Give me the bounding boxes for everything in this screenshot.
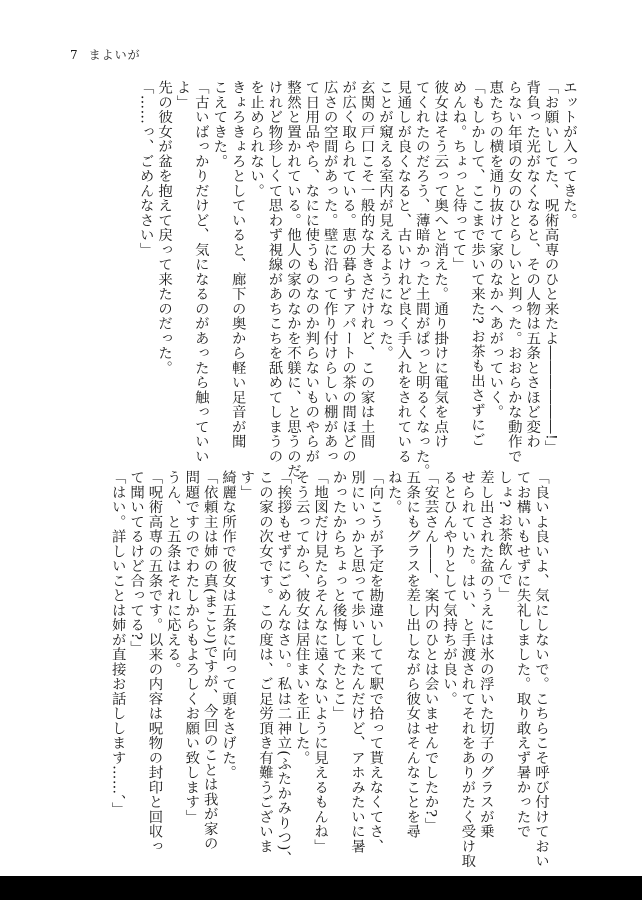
text-line: 別にいっかと思って歩いて来たんだけど、アホみたいに暑 [348, 470, 365, 854]
text-line: 「もしかして、ここまで歩いて来た? お茶も出さずにご [468, 80, 485, 447]
text-line: ねた。 [385, 470, 402, 515]
text-line: この家の次女です。この度は、ご足労頂き有難うございま [256, 470, 273, 854]
upper-text-block [0, 80, 578, 479]
page-number: 7 [70, 48, 79, 62]
text-line: けれど物珍しくて思わず視線があちこちを舐めてしまうの [266, 80, 283, 464]
text-line: 恵たちの横を通り抜けて家のなかへあがっていく。 [487, 80, 504, 420]
text-line: 問題ですのでわたしからもよろしくお願い致します」 [183, 470, 200, 824]
lower-text-block [0, 470, 550, 869]
text-line: 整然と置かれている。他人の家のなかを不躾に、と思うのだ [284, 80, 301, 479]
text-line: こえてきた。 [211, 80, 228, 169]
text-line: 彼女はそう云って奥へと消えた。通り掛けに電気を点け [432, 80, 449, 449]
text-line: しょ? お茶飲んで」 [496, 470, 513, 601]
text-line: 玄関の戸口こそ一般的な大きさだけれど、この家は土間 [358, 80, 375, 449]
text-line: す」 [238, 470, 255, 500]
text-line: うん、と五条はそれに応える。 [164, 470, 181, 677]
running-head [70, 46, 141, 63]
text-line: が広く取られている。恵の暮らすアパートの茶の間ほどの [340, 80, 357, 464]
text-line: 先の彼女が盆を抱えて戻って来たのだった。 [156, 80, 173, 375]
text-line: 差し出された盆のうえには氷の浮いた切子のグラスが乗 [477, 470, 494, 839]
text-line: よ」 [174, 80, 191, 110]
text-line: て聞いてるけど合ってる?」 [128, 470, 145, 656]
text-line: 背負った光がなくなると、その人物は五条とさほど変わ [524, 80, 541, 449]
text-line: ことが窺える室内が見えるようになった。 [376, 80, 393, 361]
text-line: てくれたのだろう、薄暗かった土間がぱっと明るくなった。 [413, 80, 430, 479]
text-line: せられていた。はい、と手渡されてそれをありがたく受け取 [459, 470, 476, 869]
text-line: 「安芸さん――、案内のひとは会いませんでしたか?」 [422, 470, 439, 833]
text-line: めんね。ちょっと待ってて」 [450, 80, 467, 272]
text-line: かったからちょっと後悔してたとこ」 [330, 470, 347, 721]
text-line: 「古いばっかりだけど、気になるのがあったら触っていい [192, 80, 209, 464]
text-line: そう云ってから、彼女は居住まいを正した。 [293, 470, 310, 765]
text-line: エットが入ってきた。 [561, 80, 577, 228]
text-line: 「呪術高専の五条です。以来の内容は呪物の封印と回収っ [146, 470, 163, 854]
text-line: 「良いよ良いよ、気にしないで。こちらこそ呼び付けておい [533, 470, 549, 869]
text-line: 五条にもグラスを差し出しながら彼女はそんなことを尋 [404, 470, 421, 839]
text-line: 「お願いしてた、呪術高専のひと来たよ――――――!」 [542, 80, 559, 455]
text-line: 「依頼主は姉の真(まこと)ですが、今回のことは我が家の [201, 470, 218, 851]
text-line: 広さの空間があった。壁に沿って作り付けらしい棚があっ [321, 80, 338, 464]
text-line: 「挨拶もせずにごめんなさい。私は二神立(ふたかみりつ)、 [275, 470, 292, 866]
text-line: 「向こうが予定を勘違いしてて駅で拾って貰えなくてさ、 [367, 470, 384, 854]
text-line: て日用品やら、なにに使うものなのか判らないものやらが [303, 80, 320, 464]
text-line: 「地図だけ見たらそんなに遠くないように見えるもんね」 [312, 470, 329, 854]
text-line: 見通しが良くなると、古いけれど良く手入れをされている [395, 80, 412, 464]
text-line: 「……っ、ごめんなさい」 [137, 80, 154, 257]
chapter-title: まよいが [88, 48, 141, 62]
text-line: るとひんやりとして気持ちが良い。 [440, 470, 457, 706]
text-line: てお構いもせずに失礼しました。取り敢えず暑かったで [514, 470, 531, 839]
text-line: を止められない。 [248, 80, 265, 198]
text-line: 「はい。詳しいことは姉が直接お話しします……、」 [109, 470, 126, 817]
text-line: らない年頃の女のひとらしいと判った。おおらかな動作で [505, 80, 522, 464]
text-line: 綺麗な所作で彼女は五条に向って頭をさげた。 [220, 470, 237, 780]
text-line: きょろきょろとしていると、廊下の奥から軽い足音が聞 [229, 80, 246, 449]
